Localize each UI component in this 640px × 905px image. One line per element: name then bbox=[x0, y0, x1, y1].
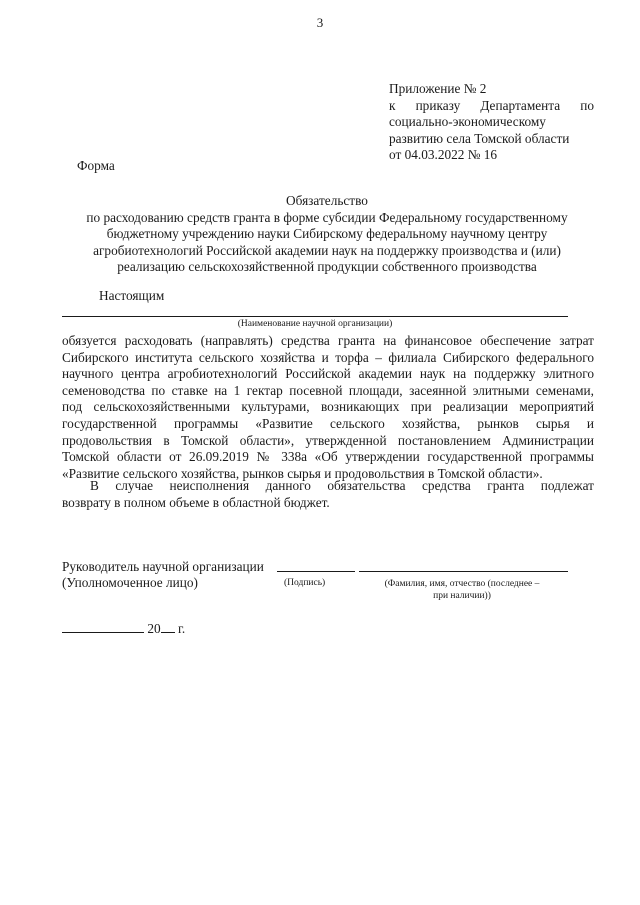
signatory-title: Руководитель научной организации bbox=[62, 559, 264, 574]
refund-paragraph bbox=[62, 478, 594, 511]
signature-caption: (Подпись) bbox=[284, 578, 326, 588]
title-line: бюджетному учреждению науки Сибирскому федеральному научному центру bbox=[106, 226, 548, 241]
organization-name-field[interactable] bbox=[62, 316, 568, 317]
paragraph-line: В случае неисполнения данного обязательства средства гранта подлежат bbox=[90, 478, 594, 493]
organization-name-caption: (Наименование научной организации) bbox=[237, 319, 393, 329]
date-line bbox=[62, 621, 185, 637]
title-heading: Обязательство bbox=[286, 193, 368, 208]
appendix-date-line: от 04.03.2022 № 16 bbox=[389, 147, 498, 162]
date-year-suffix: г. bbox=[177, 621, 186, 636]
paragraph-line: обязуется расходовать (направлять) средства гранта на финансовое обеспечение затрат bbox=[62, 333, 594, 348]
full-name-field[interactable] bbox=[359, 571, 568, 572]
appendix-block bbox=[389, 81, 594, 164]
page-number: 3 bbox=[316, 15, 324, 30]
document-title bbox=[60, 193, 594, 276]
signature-field[interactable] bbox=[277, 571, 355, 572]
appendix-region-line: развитию села Томской области bbox=[389, 130, 570, 146]
paragraph-line: продовольствия в Томской области», утвержденной постановлением Администрации bbox=[62, 432, 594, 448]
paragraph-line: государственной программы «Развитие сельского хозяйства, рынков сырья и bbox=[62, 415, 594, 431]
present-word: Настоящим bbox=[99, 288, 165, 303]
obligation-paragraph bbox=[62, 333, 594, 482]
paragraph-line: научного центра агробиотехнологий Российской академии наук на поддержку элитного bbox=[62, 366, 594, 382]
date-year-field[interactable] bbox=[161, 621, 175, 633]
date-year-prefix: 20 bbox=[147, 621, 161, 636]
date-day-month-field[interactable] bbox=[62, 621, 144, 633]
signatory-role: (Уполномоченное лицо) bbox=[62, 575, 198, 590]
paragraph-line: под сельскохозяйственными культурами, возникающих при реализации мероприятий bbox=[62, 399, 594, 415]
full-name-caption: (Фамилия, имя, отчество (последнее – при наличии)) bbox=[384, 579, 540, 601]
appendix-department-line: социально-экономическому bbox=[389, 114, 546, 129]
paragraph-line: Томской области от 26.09.2019 № 338а «Об утверждении государственной программы bbox=[62, 449, 594, 465]
paragraph-line: Сибирского института сельского хозяйства и торфа – филиала Сибирского федерального bbox=[62, 349, 594, 365]
form-label: Форма bbox=[77, 158, 115, 173]
paragraph-line: семеноводства по ставке на 1 гектар посевной площади, засеянной элитными семенами, bbox=[62, 382, 594, 398]
title-line: реализацию сельскохозяйственной продукции собственного производства bbox=[117, 259, 537, 274]
appendix-order-line: к приказу Департамента по bbox=[389, 97, 594, 113]
title-line: агробиотехнологий Российской академии наук на поддержку производства и (или) bbox=[93, 242, 561, 258]
paragraph-line: возврату в полном объеме в областной бюджет. bbox=[62, 494, 330, 510]
paragraph-line: «Развитие сельского хозяйства, рынков сырья и продовольствия в Томской области». bbox=[62, 465, 543, 481]
title-line: по расходованию средств гранта в форме субсидии Федеральному государственному bbox=[86, 209, 568, 225]
appendix-title: Приложение № 2 bbox=[389, 81, 487, 96]
